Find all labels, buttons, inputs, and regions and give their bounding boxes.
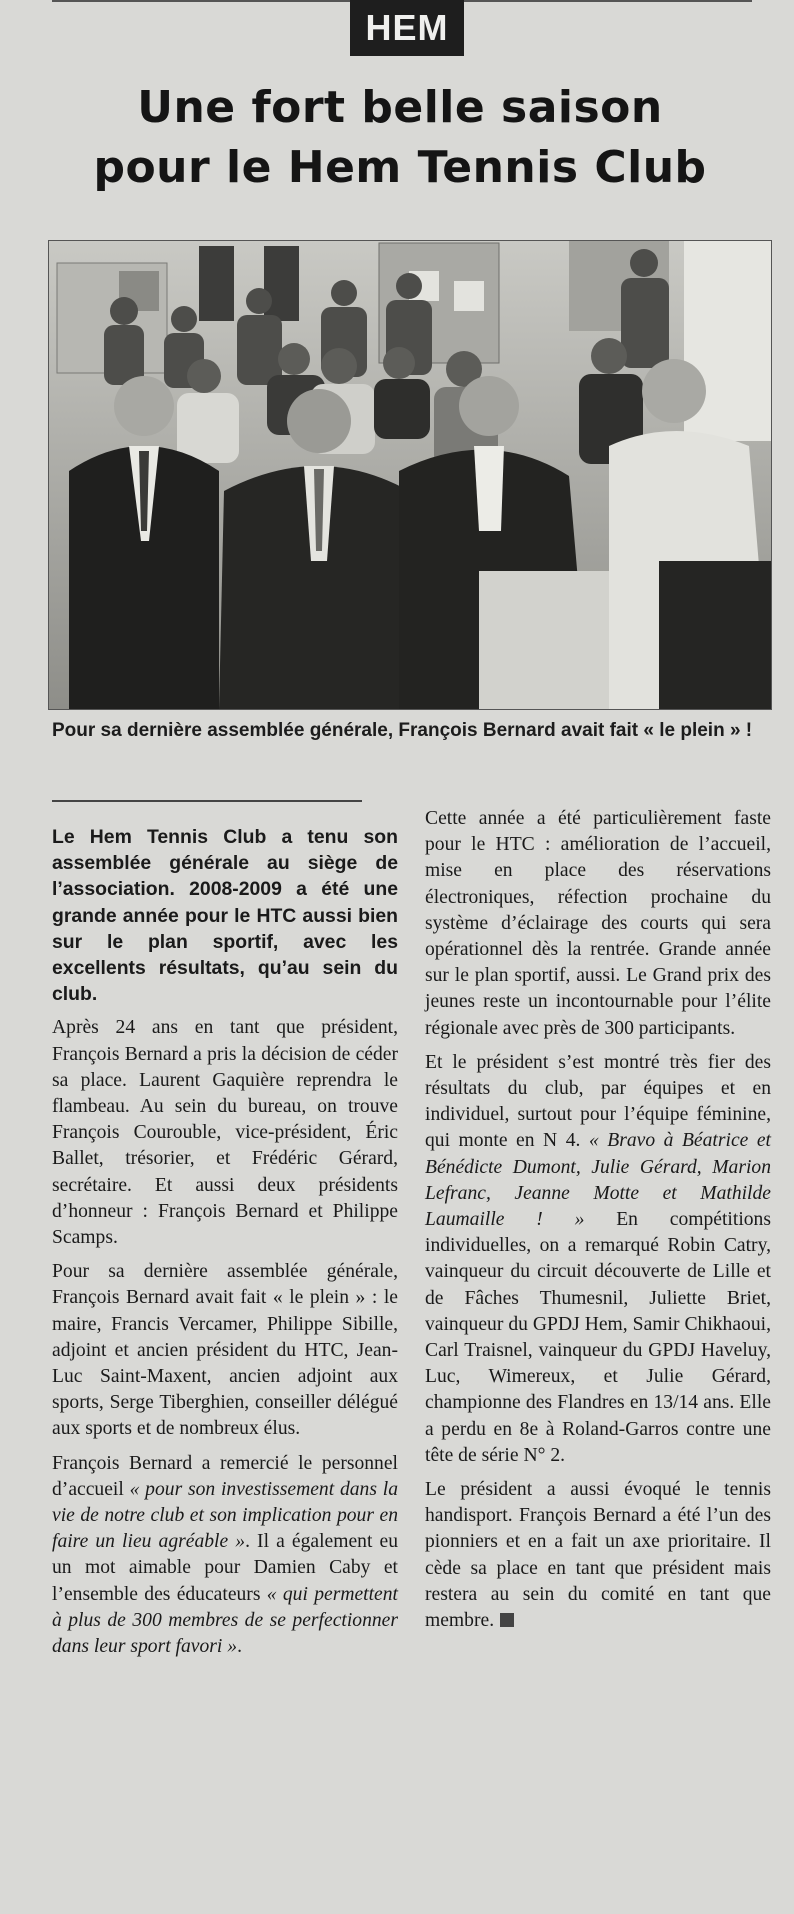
photo-caption: Pour sa dernière assemblée générale, François Bernard avait fait « le plein » ! — [52, 720, 753, 741]
text-run: . Il a également eu un mot aimable pour Damien Caby et l’ensemble des éducateurs — [52, 1531, 398, 1605]
article-lead: Le Hem Tennis Club a tenu son assemblée générale au siège de l’association. 2008-2009 a été une grande année pour le HTC aussi bien sur le plan sportif, avec les excellents résultats, qu’au sein du club. — [52, 826, 398, 1006]
text-run: Et le président s’est montré très fier des résultats du club, par équipes et en individuel, surtout pour l’équipe féminine, qui monte en N 4. — [425, 1051, 771, 1152]
article-paragraph: Pour sa dernière assemblée générale, François Bernard avait fait « le plein » : le maire, Francis Vercamer, Philippe Sibille, adjoint et ancien président du HTC, Jean-Luc Saint-Maxent, ancien adjoint aux sports, Serge Tiberghien, conseiller délégué aux sports et de nombreux élus. — [52, 1261, 398, 1440]
headline-line-2: pour le Hem Tennis Club — [93, 142, 707, 193]
article-paragraph: Cette année a été particulièrement faste pour le HTC : amélioration de l’accueil, mise en place des réservations électroniques, réfection prochaine du système d’éclairage des courts qui sera opérationnel dès la rentrée. Grande année sur le plan sportif, aussi. Le Grand prix des jeunes reste un incontournable pour l’élite régionale avec près de 300 participants. — [425, 808, 771, 1039]
article-photo — [48, 240, 772, 710]
quote: « pour son investissement dans la vie de notre club et son implication pour en faire un lieu agréable » — [52, 1478, 398, 1553]
text-run: Le président a aussi évoqué le tennis handisport. François Bernard a été l’un des pionniers et en a fait un axe prioritaire. Il cède sa place en tant que président mais restera au sein du comité en tant que membre. — [425, 1479, 771, 1632]
headline — [40, 78, 760, 198]
text-run: En compétitions individuelles, on a remarqué Robin Catry, vainqueur du circuit découverte de Lille et de Fâches Thumesnil, Juliette Briet, vainqueur du GPDJ Hem, Samir Chikhaoui, Carl Traisnel, vainqueur du GPDJ Haveluy, Luc, Wimereux, et Julie Gérard, championne des Flandres en 13/14 ans. Elle a perdu en 8e à Roland-Garros contre une tête de série N° 2. — [425, 1209, 771, 1466]
article-column-right — [425, 806, 771, 1642]
article-paragraph — [425, 1050, 771, 1469]
section-tag: HEM — [350, 0, 464, 56]
headline-line-1: Une fort belle saison — [137, 82, 663, 133]
quote: « Bravo à Béatrice et Bénédicte Dumont, Julie Gérard, Marion Lefranc, Jeanne Motte et Mathilde Laumaille ! » — [425, 1130, 771, 1231]
quote: « qui permettent à plus de 300 membres de se perfectionner dans leur sport favori » — [52, 1583, 398, 1658]
text-run: François Bernard a remercié le personnel d’accueil — [52, 1452, 398, 1500]
article-paragraph — [425, 1477, 771, 1634]
photo-illustration — [49, 241, 771, 709]
column-rule — [52, 800, 362, 802]
article-paragraph: Après 24 ans en tant que président, François Bernard a pris la décision de céder sa place. Laurent Gaquière reprendra le flambeau. Au sein du bureau, on trouve François Courouble, vice-président, Éric Ballet, trésorier, et Frédéric Gérard, secrétaire. Et aussi deux présidents d’honneur : François Bernard et Philippe Scamps. — [52, 1017, 398, 1249]
article-paragraph — [52, 1451, 398, 1661]
text-run: . — [237, 1636, 242, 1658]
article-column-left — [52, 806, 398, 1668]
end-mark-icon — [500, 1613, 514, 1627]
